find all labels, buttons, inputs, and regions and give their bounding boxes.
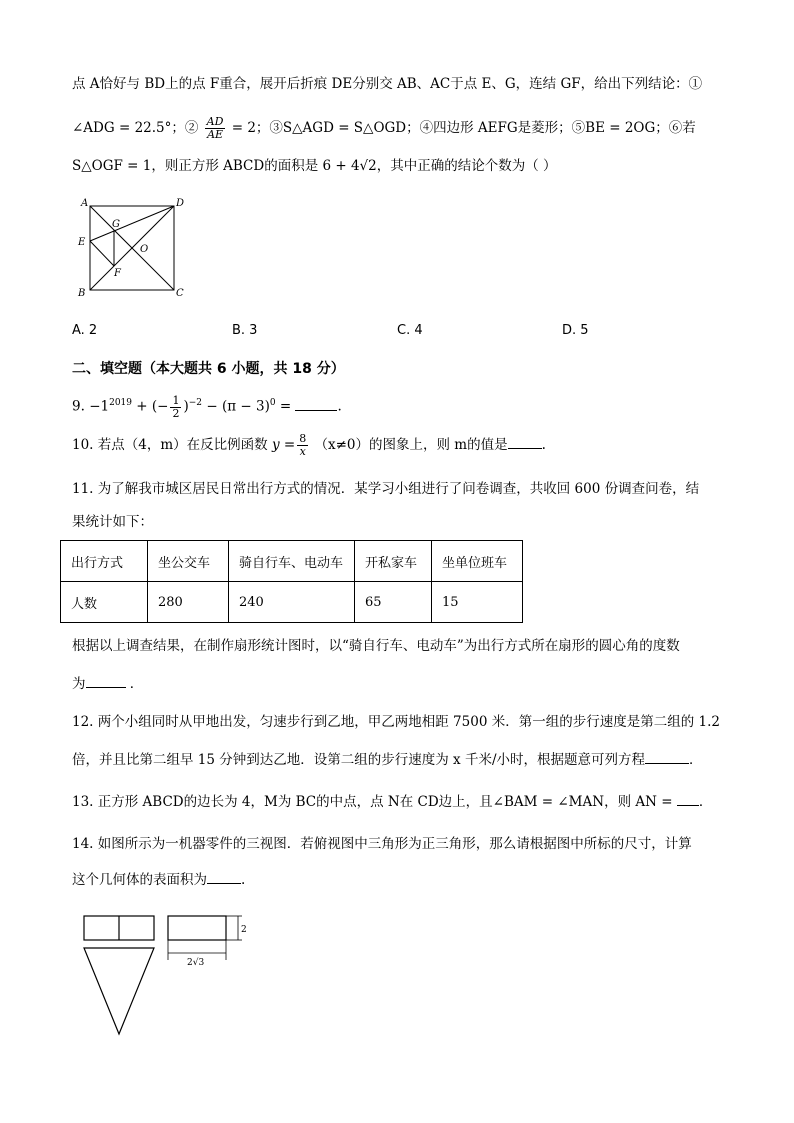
q10-end: . [541,437,546,453]
q10-text-pre: 10. 若点（4，m）在反比例函数 [72,437,268,453]
q10-answer-blank[interactable] [508,448,542,449]
q13-answer-blank[interactable] [677,805,699,806]
q9-answer-blank[interactable] [295,410,337,411]
q8-option-a: A. 2 [72,323,98,338]
label-dim-height: 2 [241,925,247,935]
q11-line4-end: ． [129,676,144,692]
q14-answer-blank[interactable] [207,883,241,884]
q9-term-c: − (π − 3) [206,398,270,415]
label-e: E [78,237,86,248]
q11-line2: 果统计如下： [72,514,153,530]
q11-survey-table [60,540,523,623]
q8-option-c: C. 4 [397,323,423,338]
table-cell: 15 [432,582,523,623]
label-f: F [114,268,121,279]
side-view [168,916,226,940]
q14-line1: 14. 如图所示为一机器零件的三视图．若俯视图中三角形为正三角形，那么请根据图中所标的尺寸，计算 [72,836,692,852]
q8-frac-den: AE [207,128,224,141]
table-cell: 280 [148,582,229,623]
q12-line2-end: ． [689,752,703,768]
q10-frac-num: 8 [299,432,307,445]
table-header-cell: 坐单位班车 [432,541,523,582]
section-heading: 二、填空题（本大题共 6 小题，共 18 分） [72,361,345,377]
table-cell: 240 [229,582,355,623]
q8-option-d: D. 5 [562,323,589,338]
table-cell: 65 [355,582,432,623]
table-row [61,541,523,582]
label-o: O [140,244,149,255]
q8-line3: S△OGF = 1，则正方形 ABCD的面积是 6 + 4√2，其中正确的结论个数为（ ） [72,158,557,174]
q11-line4-pre: 为 [72,676,86,692]
q8-line1: 点 A恰好与 BD上的点 F重合，展开后折痕 DE分别交 AB、AC于点 E、G，连结 GF，给出下列结论：① [72,76,703,92]
q11-line1: 11. 为了解我市城区居民日常出行方式的情况．某学习小组进行了问卷调查，共收回 600 份调查问卷，结 [72,481,700,497]
q9-exp-c: 0 [269,398,276,408]
q13-end: ． [698,794,713,810]
q14-line2-end: . [241,872,246,888]
q8-frac-num: AD [206,115,224,128]
q8-square-figure [72,192,197,300]
q12-line2 [72,750,703,770]
q13-text: 13. 正方形 ABCD的边长为 4，M为 BC的中点，点 N在 CD边上，且∠BAM = ∠MAN，则 AN = [72,794,673,810]
table-cell: 人数 [61,582,148,623]
q12-line1: 12. 两个小组同时从甲地出发，匀速步行到乙地，甲乙两地相距 7500 米．第一组的步行速度是第二组的 1.2 [72,714,720,730]
q9-exp-a: 2019 [109,398,132,408]
crease-de [90,206,174,241]
q14-line2 [72,870,245,890]
q8-fraction [205,116,226,141]
label-dim-width: 2√3 [187,958,205,968]
question-13 [72,792,712,812]
q9-close-paren: ) [183,398,189,415]
label-d: D [176,198,185,209]
q8-conclusion-1: ∠ADG = 22.5°；② [72,120,199,136]
label-g: G [112,219,120,230]
q8-conclusions-rest: = 2；③S△AGD = S△OGD；④四边形 AEFG是菱形；⑤BE = 2OG；⑥若 [231,120,696,136]
q9-fraction [170,395,181,420]
label-b: B [78,288,86,299]
q9-frac-num: 1 [172,393,180,407]
q10-fraction [297,433,308,458]
q12-line2-pre: 倍，并且比第二组早 15 分钟到达乙地．设第二组的步行速度为 x 千米/小时，根据题意可列方程 [72,752,646,768]
q10-frac-den: x [299,445,306,458]
question-9 [72,388,342,422]
q9-term-b: + (− [136,398,169,415]
q10-function-y: y = [271,437,296,453]
q9-term-a: −1 [89,398,110,415]
q11-line3: 根据以上调查结果，在制作扇形统计图时，以“骑自行车、电动车”为出行方式所在扇形的圆心角的度数 [72,638,680,654]
table-header-cell: 出行方式 [61,541,148,582]
q8-line2 [72,116,696,141]
q9-equals: = [279,398,292,415]
segment-ef [90,241,114,266]
table-row [61,582,523,623]
q14-line2-pre: 这个几何体的表面积为 [72,872,207,888]
q9-exp-b: −2 [188,398,203,408]
q14-three-views-figure [80,908,260,1040]
q12-answer-blank[interactable] [645,763,689,764]
table-header-cell: 坐公交车 [148,541,229,582]
q11-line4 [72,674,143,694]
label-c: C [176,288,184,299]
table-header-cell: 开私家车 [355,541,432,582]
table-header-cell: 骑自行车、电动车 [229,541,355,582]
question-10 [72,430,546,460]
q9-end: . [337,398,342,415]
top-view-triangle [84,948,154,1034]
label-a: A [81,198,89,209]
q8-option-b: B. 3 [232,323,258,338]
q11-answer-blank[interactable] [86,687,126,688]
q9-frac-den: 2 [172,406,180,420]
q10-text-post: （x≠0）的图象上，则 m的值是 [314,437,508,453]
q9-number: 9. [72,398,85,415]
